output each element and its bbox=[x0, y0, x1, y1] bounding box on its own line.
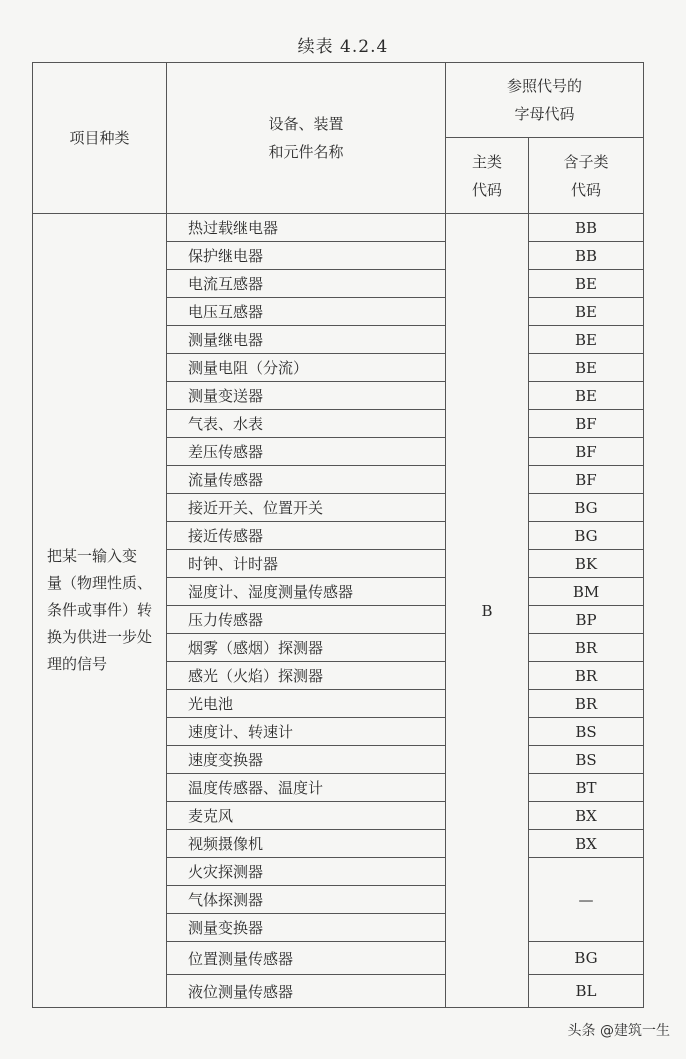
device-name-cell: 差压传感器 bbox=[167, 438, 446, 466]
subclass-code-cell: BG bbox=[529, 942, 644, 975]
device-name-cell: 保护继电器 bbox=[167, 242, 446, 270]
device-name-cell: 流量传感器 bbox=[167, 466, 446, 494]
header-subclass bbox=[529, 138, 644, 214]
device-name-cell: 视频摄像机 bbox=[167, 830, 446, 858]
device-name-cell: 速度计、转速计 bbox=[167, 718, 446, 746]
subclass-code-cell: BS bbox=[529, 746, 644, 774]
subclass-code-cell: BF bbox=[529, 466, 644, 494]
subclass-code-cell: BE bbox=[529, 298, 644, 326]
table-row bbox=[33, 214, 644, 242]
category-line: 条件或事件）转 bbox=[47, 601, 153, 619]
subclass-code-cell: BX bbox=[529, 830, 644, 858]
category-line: 把某一输入变 bbox=[47, 547, 138, 565]
subclass-code-cell: BB bbox=[529, 214, 644, 242]
header-category: 项目种类 bbox=[33, 63, 167, 214]
subclass-code-cell: BT bbox=[529, 774, 644, 802]
reference-code-table bbox=[32, 62, 644, 1008]
subclass-code-cell: BP bbox=[529, 606, 644, 634]
subclass-code-cell: BF bbox=[529, 410, 644, 438]
header-letter-code-line2: 字母代码 bbox=[514, 105, 575, 123]
device-name-cell: 电压互感器 bbox=[167, 298, 446, 326]
header-device-name-line1: 设备、装置 bbox=[268, 115, 344, 133]
subclass-code-cell: BR bbox=[529, 662, 644, 690]
table-title: 续表 4.2.4 bbox=[297, 37, 389, 57]
header-letter-code-line1: 参照代号的 bbox=[507, 77, 583, 95]
device-name-cell: 温度传感器、温度计 bbox=[167, 774, 446, 802]
subclass-code-cell: BG bbox=[529, 494, 644, 522]
header-device-name bbox=[167, 63, 446, 214]
device-name-cell: 感光（火焰）探测器 bbox=[167, 662, 446, 690]
header-main-class-line2: 代码 bbox=[471, 180, 502, 199]
device-name-cell: 测量电阻（分流） bbox=[167, 354, 446, 382]
header-letter-code bbox=[446, 63, 644, 138]
header-device-name-line2: 和元件名称 bbox=[268, 143, 344, 161]
device-name-cell: 接近传感器 bbox=[167, 522, 446, 550]
table-body bbox=[33, 214, 644, 1008]
subclass-code-cell: BG bbox=[529, 522, 644, 550]
device-name-cell: 光电池 bbox=[167, 690, 446, 718]
header-subclass-line1: 含子类 bbox=[563, 152, 609, 171]
subclass-code-cell: BB bbox=[529, 242, 644, 270]
category-line: 理的信号 bbox=[47, 655, 108, 673]
watermark-footer: 头条 @建筑一生 bbox=[567, 1023, 670, 1039]
device-name-cell: 火灾探测器 bbox=[167, 858, 446, 886]
header-main-class bbox=[446, 138, 529, 214]
subclass-code-cell: BS bbox=[529, 718, 644, 746]
subclass-code-cell: BE bbox=[529, 270, 644, 298]
device-name-cell: 测量变送器 bbox=[167, 382, 446, 410]
subclass-code-cell: BE bbox=[529, 326, 644, 354]
header-main-class-line1: 主类 bbox=[471, 152, 502, 171]
subclass-code-cell: BE bbox=[529, 354, 644, 382]
subclass-code-cell: BK bbox=[529, 550, 644, 578]
device-name-cell: 电流互感器 bbox=[167, 270, 446, 298]
device-name-cell: 烟雾（感烟）探测器 bbox=[167, 634, 446, 662]
subclass-code-cell: BX bbox=[529, 802, 644, 830]
main-class-code-cell: B bbox=[446, 214, 529, 1008]
device-name-cell: 气体探测器 bbox=[167, 886, 446, 914]
subclass-code-cell: BR bbox=[529, 690, 644, 718]
subclass-code-cell: BE bbox=[529, 382, 644, 410]
subclass-code-cell: BR bbox=[529, 634, 644, 662]
category-cell bbox=[33, 214, 167, 1008]
category-line: 换为供进一步处 bbox=[47, 628, 153, 646]
device-name-cell: 压力传感器 bbox=[167, 606, 446, 634]
device-name-cell: 接近开关、位置开关 bbox=[167, 494, 446, 522]
device-name-cell: 时钟、计时器 bbox=[167, 550, 446, 578]
device-name-cell: 液位测量传感器 bbox=[167, 975, 446, 1008]
device-name-cell: 速度变换器 bbox=[167, 746, 446, 774]
category-line: 量（物理性质、 bbox=[47, 574, 153, 592]
header-subclass-line2: 代码 bbox=[571, 180, 602, 199]
subclass-code-cell: BM bbox=[529, 578, 644, 606]
subclass-code-cell: BF bbox=[529, 438, 644, 466]
device-name-cell: 位置测量传感器 bbox=[167, 942, 446, 975]
subclass-code-merged-cell: — bbox=[529, 858, 644, 942]
device-name-cell: 测量变换器 bbox=[167, 914, 446, 942]
device-name-cell: 气表、水表 bbox=[167, 410, 446, 438]
device-name-cell: 麦克风 bbox=[167, 802, 446, 830]
subclass-code-cell: BL bbox=[529, 975, 644, 1008]
device-name-cell: 测量继电器 bbox=[167, 326, 446, 354]
device-name-cell: 热过载继电器 bbox=[167, 214, 446, 242]
device-name-cell: 湿度计、湿度测量传感器 bbox=[167, 578, 446, 606]
